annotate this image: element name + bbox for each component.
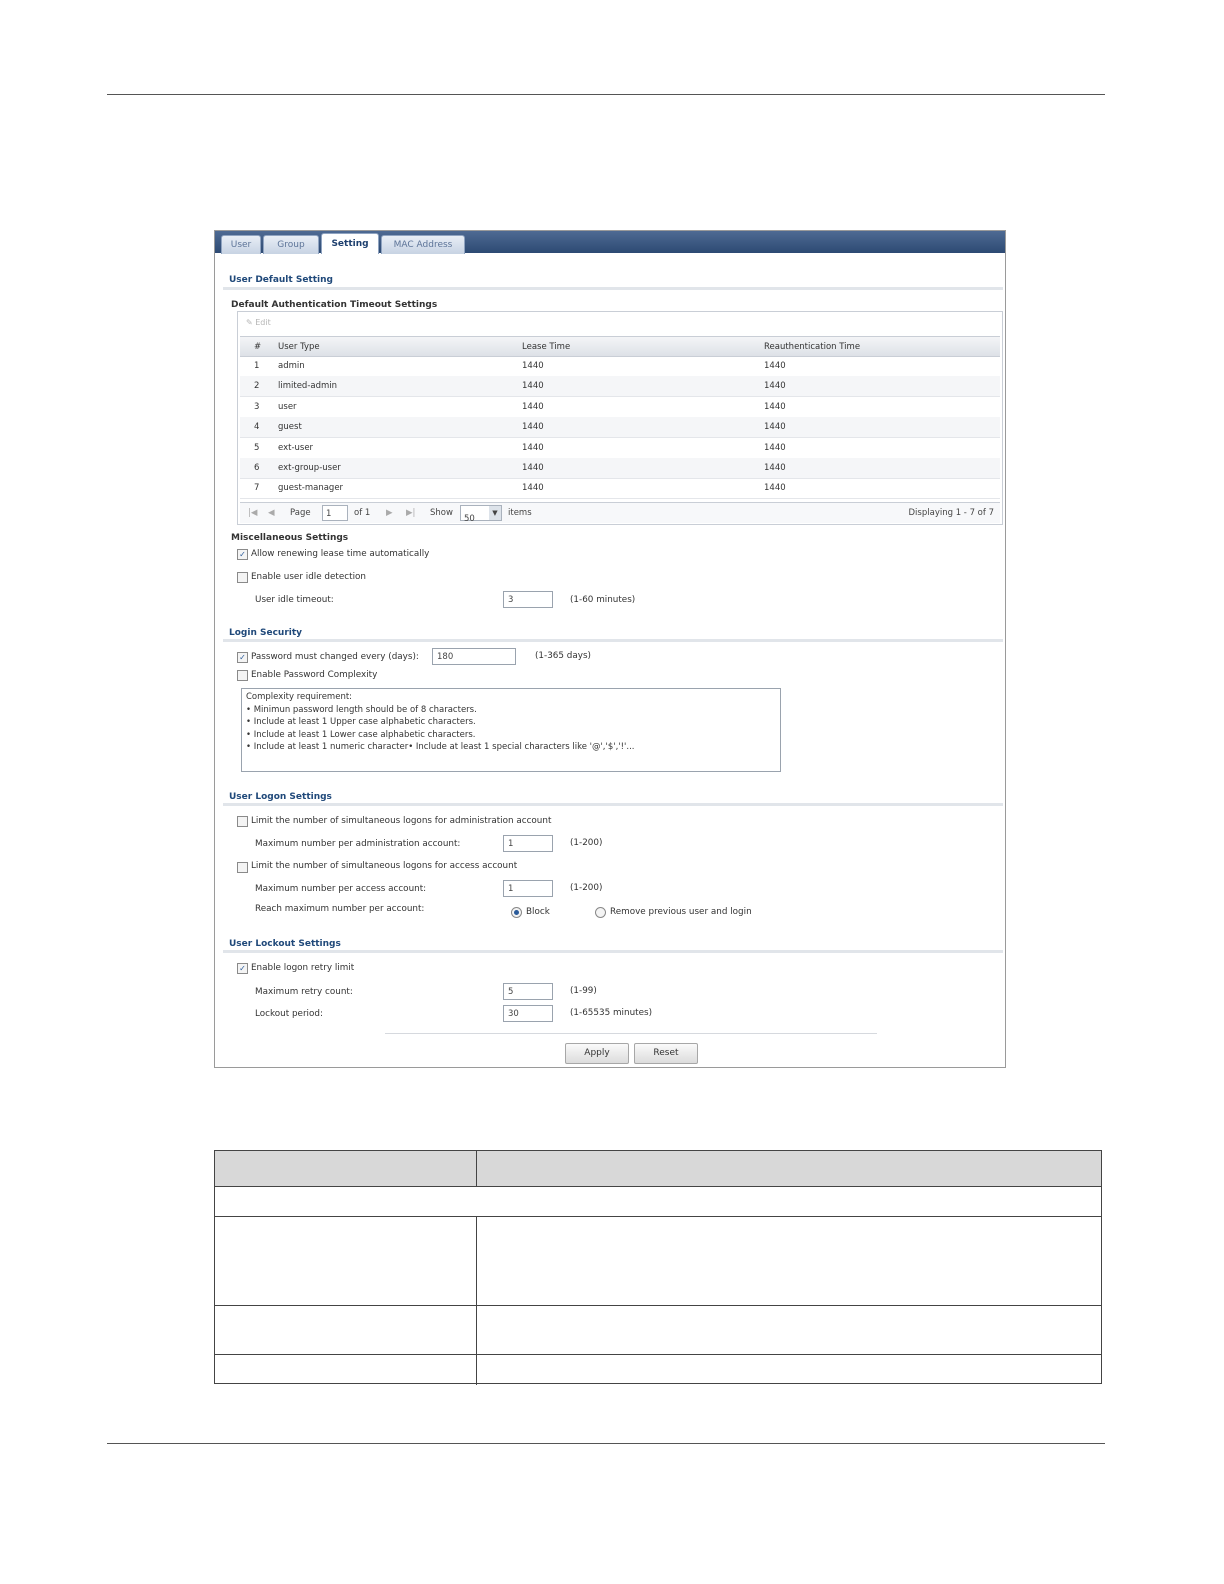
row-lease-time: 1440	[522, 361, 544, 371]
table-column-rule	[476, 1151, 477, 1186]
page-label: Page	[290, 508, 311, 518]
tab-user[interactable]: User	[221, 235, 261, 254]
row-reauth-time: 1440	[764, 463, 786, 473]
row-lease-time: 1440	[522, 463, 544, 473]
subsection-title-misc: Miscellaneous Settings	[231, 533, 349, 543]
logon-retry-label: Enable logon retry limit	[251, 963, 355, 973]
admin-max-label: Maximum number per administration account:	[255, 839, 461, 849]
access-max-input[interactable]: 1	[503, 880, 553, 897]
block-label: Block	[526, 907, 550, 917]
section-divider	[223, 803, 1003, 806]
password-change-checkbox[interactable]: ✓	[237, 652, 248, 663]
table-row[interactable]	[240, 458, 1000, 479]
row-lease-time: 1440	[522, 442, 544, 453]
row-reauth-time: 1440	[764, 483, 786, 494]
remove-previous-radio[interactable]	[595, 907, 606, 918]
access-logon-limit-checkbox[interactable]	[237, 862, 248, 873]
row-reauth-time: 1440	[764, 422, 786, 433]
section-title-login-security: Login Security	[229, 628, 303, 638]
retry-count-range: (1-99)	[570, 986, 597, 996]
password-change-label: Password must changed every (days):	[251, 652, 419, 662]
admin-max-range: (1-200)	[570, 838, 603, 848]
lockout-period-range: (1-65535 minutes)	[570, 1008, 653, 1018]
row-reauth-time: 1440	[764, 361, 786, 371]
renew-lease-label: Allow renewing lease time automatically	[251, 549, 430, 559]
show-label: Show	[430, 508, 453, 518]
tab-group[interactable]: Group	[263, 235, 319, 254]
password-change-range: (1-365 days)	[535, 651, 591, 661]
column-header-user-type[interactable]: User Type	[278, 342, 320, 352]
admin-logon-limit-label: Limit the number of simultaneous logons for administration account	[251, 816, 552, 826]
of-pages-label: of 1	[354, 508, 371, 518]
table-row[interactable]	[240, 376, 1000, 397]
chevron-down-icon: ▼	[489, 506, 501, 520]
subsection-title-timeout: Default Authentication Timeout Settings	[231, 300, 438, 310]
row-lease-time: 1440	[522, 381, 544, 392]
timeout-table	[237, 311, 1003, 525]
tab-mac-address[interactable]: MAC Address	[381, 235, 465, 254]
column-header-reauth-time[interactable]: Reauthentication Time	[764, 342, 861, 352]
table-rule	[215, 1305, 1101, 1306]
row-number: 6	[254, 463, 260, 473]
table-header	[240, 336, 1000, 357]
admin-logon-limit-checkbox[interactable]	[237, 816, 248, 827]
section-title-user-lockout: User Lockout Settings	[229, 939, 341, 949]
row-user-type: admin	[278, 361, 305, 371]
password-change-input[interactable]: 180	[432, 648, 516, 665]
row-lease-time: 1440	[522, 401, 544, 412]
idle-timeout-input[interactable]: 3	[503, 591, 553, 608]
page-size-select[interactable]: 50 ▼	[460, 505, 502, 521]
lockout-period-label: Lockout period:	[255, 1009, 323, 1019]
password-complexity-checkbox[interactable]	[237, 670, 248, 681]
row-number: 2	[254, 381, 260, 392]
row-user-type: user	[278, 401, 297, 412]
section-divider	[223, 287, 1003, 290]
password-complexity-label: Enable Password Complexity	[251, 670, 378, 680]
table-rule	[215, 1186, 1101, 1187]
first-page-icon[interactable]: |◀	[248, 508, 258, 518]
row-user-type: guest	[278, 422, 302, 433]
row-user-type: ext-user	[278, 442, 314, 453]
idle-timeout-label: User idle timeout:	[255, 595, 334, 605]
access-max-label: Maximum number per access account:	[255, 884, 427, 894]
row-user-type: ext-group-user	[278, 463, 341, 473]
header-rule	[107, 94, 1105, 95]
row-user-type: guest-manager	[278, 483, 344, 494]
row-number: 3	[254, 401, 260, 412]
row-number: 7	[254, 483, 260, 494]
remove-previous-label: Remove previous user and login	[610, 907, 752, 917]
row-number: 4	[254, 422, 260, 433]
lockout-period-input[interactable]: 30	[503, 1005, 553, 1022]
section-divider	[223, 950, 1003, 953]
admin-max-input[interactable]: 1	[503, 835, 553, 852]
description-table-header	[215, 1151, 1101, 1186]
apply-button[interactable]: Apply	[565, 1043, 629, 1064]
table-row[interactable]	[240, 397, 1000, 418]
idle-detection-label: Enable user idle detection	[251, 572, 366, 582]
column-header-number: #	[254, 342, 262, 352]
tab-bar	[215, 231, 1005, 253]
reset-button[interactable]: Reset	[634, 1043, 698, 1064]
page-input[interactable]: 1	[322, 505, 348, 521]
complexity-requirements-textarea[interactable]: Complexity requirement: • Minimun password length should be of 8 characters. • Include at least 1 Upper case alphabetic characters. • Include at least 1 Lower case alphabetic characters. • Include at least 1 numeric character• Include at least 1 special characters like '@','$','!'...	[241, 688, 781, 772]
block-radio[interactable]	[511, 907, 522, 918]
logon-retry-checkbox[interactable]: ✓	[237, 963, 248, 974]
tab-setting[interactable]: Setting	[321, 233, 379, 254]
table-row[interactable]	[240, 438, 1000, 459]
section-title-user-logon: User Logon Settings	[229, 792, 332, 802]
section-title-user-default: User Default Setting	[229, 275, 333, 285]
next-page-icon[interactable]: ▶	[386, 508, 393, 518]
settings-panel	[214, 230, 1006, 1068]
pagination-bar	[240, 502, 1000, 523]
row-number: 5	[254, 442, 260, 453]
table-rule	[215, 1216, 1101, 1217]
pencil-icon: ✎	[246, 318, 253, 327]
displaying-label: Displaying 1 - 7 of 7	[908, 508, 994, 518]
edit-button[interactable]: ✎ Edit	[246, 318, 271, 327]
row-number: 1	[254, 361, 260, 371]
buttons-divider	[385, 1033, 877, 1034]
row-lease-time: 1440	[522, 422, 544, 433]
table-row[interactable]	[240, 478, 1000, 499]
row-reauth-time: 1440	[764, 442, 786, 453]
idle-timeout-range: (1-60 minutes)	[570, 595, 636, 605]
last-page-icon[interactable]: ▶|	[406, 508, 416, 518]
table-column-rule	[476, 1216, 477, 1385]
retry-count-label: Maximum retry count:	[255, 987, 353, 997]
row-reauth-time: 1440	[764, 381, 786, 392]
access-logon-limit-label: Limit the number of simultaneous logons for access account	[251, 861, 518, 871]
reach-max-label: Reach maximum number per account:	[255, 904, 425, 914]
column-header-lease-time[interactable]: Lease Time	[522, 342, 571, 352]
row-user-type: limited-admin	[278, 381, 338, 392]
items-label: items	[508, 508, 532, 518]
footer-rule	[107, 1443, 1105, 1444]
prev-page-icon[interactable]: ◀	[268, 508, 275, 518]
idle-detection-checkbox[interactable]	[237, 572, 248, 583]
section-divider	[223, 639, 1003, 642]
renew-lease-checkbox[interactable]: ✓	[237, 549, 248, 560]
row-reauth-time: 1440	[764, 401, 786, 412]
access-max-range: (1-200)	[570, 883, 603, 893]
row-lease-time: 1440	[522, 483, 544, 494]
table-rule	[215, 1354, 1101, 1355]
description-table	[214, 1150, 1102, 1384]
table-row[interactable]	[240, 356, 1000, 377]
retry-count-input[interactable]: 5	[503, 983, 553, 1000]
table-row[interactable]	[240, 417, 1000, 438]
